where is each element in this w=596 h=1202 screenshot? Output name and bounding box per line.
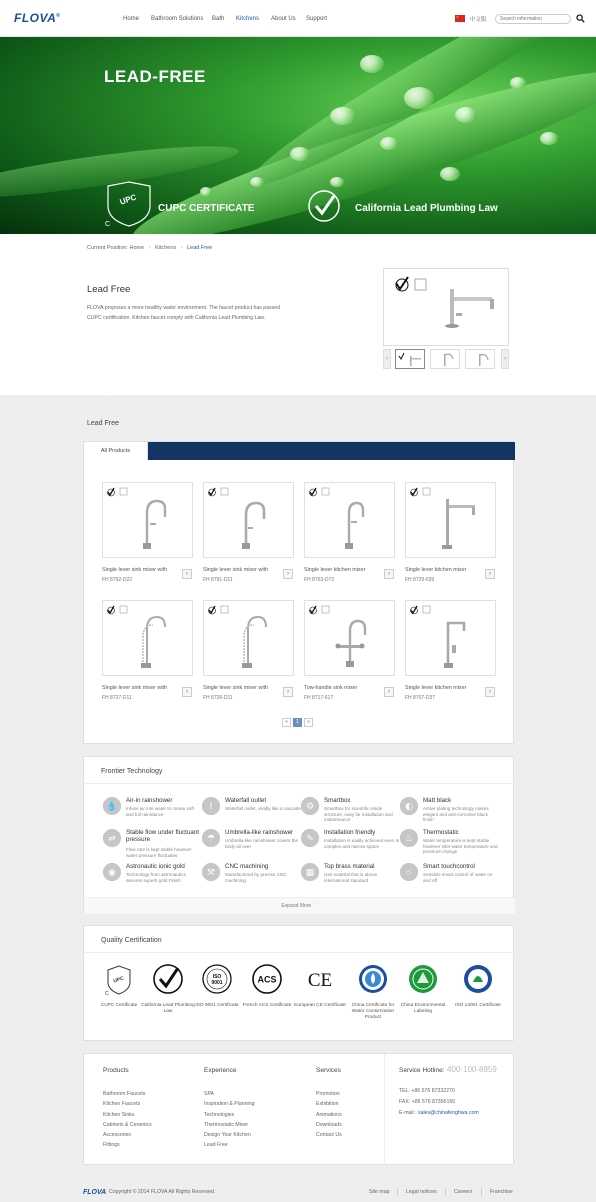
contact-box — [384, 1054, 515, 1166]
product-name[interactable]: Single lever sink mixer with — [203, 685, 269, 691]
cnc-icon — [202, 863, 220, 881]
water-drop — [250, 177, 264, 187]
certificate-item[interactable] — [240, 962, 294, 1009]
feature-description: Umbrella-like rainshower covers the body all over — [225, 838, 299, 849]
footer-experience-list — [204, 1089, 254, 1151]
product-code: FH 8729-639 — [405, 577, 435, 583]
feature-description: Smartbox for scientific inside structure, easy for installation and maintenance — [324, 806, 393, 823]
water-drop — [200, 187, 212, 196]
product-name[interactable]: Single lever sink mixer with — [102, 567, 168, 573]
certificate-label: China Certificate for Water Conservation Product — [351, 1003, 395, 1020]
email-line — [399, 1110, 479, 1116]
product-code: FH 8791-D11 — [203, 577, 233, 583]
footer-product-link[interactable]: Accessories — [103, 1132, 131, 1139]
env-logo — [406, 962, 440, 996]
product-name[interactable]: Single lever sink mixer with — [102, 685, 168, 691]
svg-text:⚙: ⚙ — [305, 802, 315, 813]
divider — [397, 1188, 398, 1196]
hero-banner — [0, 37, 596, 234]
svg-text:C: C — [105, 991, 109, 996]
divider — [445, 1188, 446, 1196]
feature-description: Installation is easily achieved even in complex and narrow space — [324, 838, 400, 849]
hotline-label: Service Hotline: — [399, 1067, 445, 1074]
waterfall-icon — [202, 797, 220, 815]
water-drop — [330, 107, 356, 125]
product-image[interactable] — [102, 482, 193, 558]
expand-label: Expand More — [281, 903, 312, 909]
page-prev-button[interactable]: « — [282, 718, 291, 727]
water-drop — [290, 147, 310, 161]
water-drop — [440, 167, 460, 181]
svg-text:◉: ◉ — [108, 868, 116, 879]
fax-number: FAX: +86 576 87356150 — [399, 1099, 456, 1105]
product-image[interactable] — [102, 600, 193, 676]
breadcrumb-separator: › — [148, 245, 151, 251]
feature-description: Manufactured by precise CNC machining — [225, 872, 287, 883]
product-code: FH 8726-D11 — [203, 695, 233, 701]
footer-service-link[interactable]: Promotion — [316, 1091, 340, 1097]
email-link[interactable]: sales@chinafenghwa.com — [418, 1110, 479, 1116]
section-title: Lead Free — [87, 420, 119, 427]
divider — [84, 952, 515, 953]
hotline-number: 400-100-8859 — [447, 1065, 497, 1074]
nav-home[interactable]: Home — [123, 16, 140, 22]
acs-logo — [250, 962, 284, 996]
thumb-next-button[interactable]: › — [501, 349, 509, 369]
breadcrumb-kitchens[interactable]: Kitchens — [155, 245, 177, 251]
svg-text:★: ★ — [456, 15, 459, 20]
water-drop — [380, 137, 398, 150]
svg-text:⇌: ⇌ — [108, 834, 116, 845]
faucet-image — [305, 601, 396, 677]
stable-flow-icon — [103, 829, 121, 847]
svg-text:ACS: ACS — [257, 974, 277, 985]
certificate-item[interactable] — [190, 962, 244, 1009]
matt-black-icon — [400, 797, 418, 815]
svg-text:⚒: ⚒ — [206, 868, 216, 879]
footer-product-link[interactable]: Kitchen Sinks — [103, 1111, 135, 1118]
water-drop — [510, 77, 526, 89]
feature-name: Top brass material — [324, 863, 375, 870]
thumb-prev-button[interactable]: ‹ — [383, 349, 391, 369]
footer-product-link[interactable]: Cabinets & Ceramics — [103, 1121, 152, 1128]
expand-more-button[interactable] — [84, 897, 515, 914]
footer-service-link[interactable]: Animations — [316, 1111, 342, 1118]
certificate-label: French ACS Certificate — [242, 1003, 292, 1008]
feature-name: Air-in rainshower — [126, 797, 173, 804]
page-next-button[interactable]: » — [304, 718, 313, 727]
footer-experience-link[interactable]: Thermostatic Mixer — [204, 1121, 249, 1128]
product-panel — [83, 441, 514, 744]
certificate-label: European CE Certificate — [294, 1003, 346, 1008]
umbrella-icon — [202, 829, 220, 847]
feature-description: Use material that is above international standard — [324, 872, 378, 883]
feature-name: Installation friendly — [324, 829, 376, 836]
product-name[interactable]: Single lever sink mixer with — [203, 567, 269, 573]
product-code: FH 8763-D73 — [304, 577, 335, 583]
feature-name: Smartbox — [324, 797, 351, 804]
product-name[interactable]: Tow-handle sink mixer — [304, 685, 358, 691]
feature-description: Water temperature is kept stable however inlet water temperature and pressure change — [423, 838, 498, 855]
certificate-label: California Lead Plumbing Law — [141, 1003, 195, 1014]
page-1-button[interactable]: 1 — [293, 718, 302, 727]
upc-certificate-icon — [103, 180, 155, 228]
breadcrumb-separator: › — [180, 245, 183, 251]
svg-text:CE: CE — [307, 970, 333, 991]
bottom-bar — [0, 1180, 596, 1202]
thumbnail[interactable] — [465, 349, 495, 369]
svg-text:ISO: ISO — [212, 974, 222, 980]
product-detail-button[interactable]: › — [384, 569, 394, 579]
footer-services-title: Services — [316, 1067, 341, 1074]
faucet-image — [103, 483, 194, 559]
product-detail-button[interactable]: › — [182, 687, 192, 697]
water-drop — [455, 107, 477, 123]
water-drop — [360, 55, 384, 73]
upc-logo — [102, 962, 136, 996]
touch-control-icon — [400, 863, 418, 881]
svg-text:9001: 9001 — [211, 980, 223, 986]
certificate-item[interactable] — [451, 962, 505, 1009]
panel-title: Frontier Technology — [101, 768, 163, 775]
quality-certification-panel — [83, 925, 514, 1041]
product-image[interactable] — [304, 600, 395, 676]
footer-links-panel — [83, 1053, 514, 1165]
copyright-text: Copyright © 2014 FLOVA All Rights Reserved. — [109, 1189, 216, 1195]
faucet-image — [406, 601, 497, 677]
feature-description: Sensible smart control of water on and off — [423, 872, 493, 883]
feature-name: Umbrella-like rainshower — [225, 829, 294, 836]
svg-text:⌇: ⌇ — [208, 802, 214, 813]
product-image[interactable] — [304, 482, 395, 558]
china-flag-icon[interactable] — [455, 15, 465, 22]
water-drop — [330, 177, 344, 187]
frontier-technology-panel — [83, 756, 514, 914]
check-circle-icon — [307, 189, 341, 223]
certificate-label: CUPC Certificate — [100, 1003, 138, 1008]
footer-service-link[interactable]: Downloads — [316, 1121, 342, 1128]
divider — [481, 1188, 482, 1196]
svg-text:✎: ✎ — [306, 834, 314, 845]
brass-icon — [301, 863, 319, 881]
feature-name: Matt black — [423, 797, 452, 804]
iso14001-logo — [461, 962, 495, 996]
feature-name: Thermostatic — [423, 829, 459, 836]
svg-text:☂: ☂ — [206, 834, 216, 845]
footer-experience-link[interactable]: Inspiration & Planning — [204, 1101, 255, 1108]
product-detail-button[interactable]: › — [384, 687, 394, 697]
faucet-image — [406, 483, 497, 559]
product-name[interactable]: Single lever kitchen mixer — [405, 567, 467, 573]
svg-text:◐: ◐ — [405, 802, 413, 813]
svg-text:☝: ☝ — [406, 868, 412, 879]
tab-bar — [84, 442, 515, 460]
logo-text: FLOVA — [14, 11, 57, 25]
product-code: FH 8792-D22 — [102, 577, 133, 583]
footer-experience-link[interactable]: Technologies — [204, 1111, 235, 1118]
california-law-label: California Lead Plumbing Law — [355, 203, 498, 214]
iso-logo — [200, 962, 234, 996]
feature-description: Active plating technology makes elegant and anti-corrosive black finish — [423, 806, 489, 823]
panel-title: Quality Certification — [101, 937, 162, 944]
breadcrumb-home[interactable]: Current Position: Home — [87, 245, 145, 251]
feature-name: Waterfall outlet — [225, 797, 267, 804]
thumbnail[interactable] — [395, 349, 425, 369]
breadcrumb-current: Lead Free — [187, 245, 213, 251]
footer-experience-link[interactable]: Design Your Kitchen — [204, 1132, 251, 1139]
feature-name: Astronautic ionic gold — [126, 863, 185, 870]
footer-product-link[interactable]: Bathroom Faucets — [103, 1091, 146, 1097]
upc-text: UPC — [118, 192, 138, 207]
feature-description: Infuse air into water to create soft and full rain/dance — [126, 806, 194, 817]
nav-bath[interactable]: Bath — [212, 16, 225, 22]
check-logo — [151, 962, 185, 996]
product-name[interactable]: Single lever kitchen mixer — [304, 567, 366, 573]
footer-experience-title: Experience — [204, 1067, 237, 1074]
thumbnail[interactable] — [430, 349, 460, 369]
product-code: FH 8707-D37 — [405, 695, 436, 701]
footer-product-link[interactable]: Fittings — [103, 1142, 120, 1149]
certificate-item[interactable] — [396, 962, 450, 1015]
product-image[interactable] — [405, 600, 496, 676]
feature-description: Flow rate is kept stable however water pressure fluctuates — [126, 847, 192, 858]
language-switch[interactable]: 中文版 — [470, 17, 487, 23]
product-detail-button[interactable]: › — [485, 569, 495, 579]
certificate-label: China Environmental Labeling — [400, 1003, 446, 1014]
feature-name: Smart touchcontrol — [423, 863, 475, 870]
legal-notices-link[interactable]: Legal notices — [406, 1189, 437, 1195]
certificate-item[interactable] — [92, 962, 146, 1009]
feature-description: Waterfall outlet, vividly like a cascade — [225, 806, 301, 811]
footer-logo[interactable]: FLOVA — [83, 1189, 107, 1196]
site-header — [0, 0, 596, 37]
product-detail-button[interactable]: › — [182, 569, 192, 579]
registered-mark: ® — [56, 13, 61, 19]
footer-product-link[interactable]: Kitchen Faucets — [103, 1101, 141, 1108]
nav-kitchens[interactable]: Kitchens — [236, 16, 260, 22]
footer-service-link[interactable]: Contact Us — [316, 1132, 342, 1139]
divider — [84, 783, 515, 784]
thumbnail-strip — [383, 349, 509, 369]
footer-experience-link[interactable]: SPA — [204, 1091, 214, 1097]
careers-link[interactable]: Careers — [454, 1189, 473, 1195]
franchise-link[interactable]: Franchise — [490, 1189, 513, 1195]
footer-experience-link[interactable]: Lead Free — [204, 1142, 228, 1149]
chevron-down-icon: ﹀ — [312, 903, 318, 909]
upc-c: C — [105, 221, 111, 228]
certificate-label: ISO 14001 Certificate — [455, 1003, 501, 1008]
product-image[interactable] — [203, 482, 294, 558]
product-code: FH 8717-617 — [304, 695, 334, 701]
water-drop — [404, 87, 434, 109]
email-label: E-mail : — [399, 1110, 417, 1116]
product-detail-button[interactable]: › — [283, 569, 293, 579]
svg-text:💧: 💧 — [106, 802, 118, 813]
product-code: FH 8727-D11 — [102, 695, 132, 701]
footer-products-list — [103, 1089, 152, 1151]
product-image[interactable] — [405, 482, 496, 558]
product-preview-image — [383, 268, 509, 346]
certificate-item[interactable] — [293, 962, 347, 1009]
feature-name: Stable flow under fluctuant pressure — [126, 829, 199, 843]
intro-text: FLOVA proposes a more healthy water environment. The faucet product has passed CUPC certification. Kitchen faucet comply with California Lead Plumbing Law. — [87, 305, 281, 321]
faucet-image — [204, 483, 295, 559]
search-icon[interactable] — [576, 14, 585, 23]
tel-number: TEL: +86 576 87332270 — [399, 1088, 455, 1094]
installation-icon — [301, 829, 319, 847]
svg-text:UPC: UPC — [112, 975, 125, 985]
water-logo — [356, 962, 390, 996]
nav-support[interactable]: Support — [306, 16, 328, 22]
ionic-gold-icon — [103, 863, 121, 881]
intro-title: Lead Free — [87, 284, 131, 295]
product-name[interactable]: Single lever kitchen mixer — [405, 685, 467, 691]
footer-services-list — [316, 1089, 342, 1140]
faucet-image — [204, 601, 295, 677]
nav-about-us[interactable]: About Us — [271, 16, 296, 22]
svg-text:▦: ▦ — [305, 868, 315, 879]
smartbox-icon — [301, 797, 319, 815]
certificate-item[interactable] — [141, 962, 195, 1015]
product-detail-button[interactable]: › — [283, 687, 293, 697]
svg-text:♨: ♨ — [404, 834, 414, 845]
feature-description: Technology from astronautics assures superb gold Finish — [126, 872, 186, 883]
tab-all-products[interactable]: All Products — [84, 442, 148, 460]
air-rainshower-icon — [103, 797, 121, 815]
certificate-label: ISO 9001 Certificate — [195, 1003, 239, 1008]
faucet-image — [103, 601, 194, 677]
nav-bathroom-solutions[interactable]: Bathroom Solutions — [151, 16, 204, 22]
site-map-link[interactable]: Site map — [369, 1189, 390, 1195]
certificate-item[interactable] — [346, 962, 400, 1021]
faucet-image — [305, 483, 396, 559]
footer-service-link[interactable]: Exhibition — [316, 1101, 339, 1108]
thermostatic-icon — [400, 829, 418, 847]
feature-name: CNC machining — [225, 863, 269, 870]
cupc-certificate-label: CUPC CERTIFICATE — [158, 203, 255, 214]
flova-logo[interactable] — [14, 11, 60, 25]
section-notch — [104, 391, 116, 396]
product-detail-button[interactable]: › — [485, 687, 495, 697]
search-input[interactable] — [495, 14, 571, 24]
hero-title: LEAD-FREE — [104, 67, 206, 86]
ce-logo — [303, 962, 337, 996]
breadcrumb — [87, 245, 212, 251]
footer-products-title: Products — [103, 1067, 129, 1074]
water-drop — [540, 132, 558, 145]
product-image[interactable] — [203, 600, 294, 676]
